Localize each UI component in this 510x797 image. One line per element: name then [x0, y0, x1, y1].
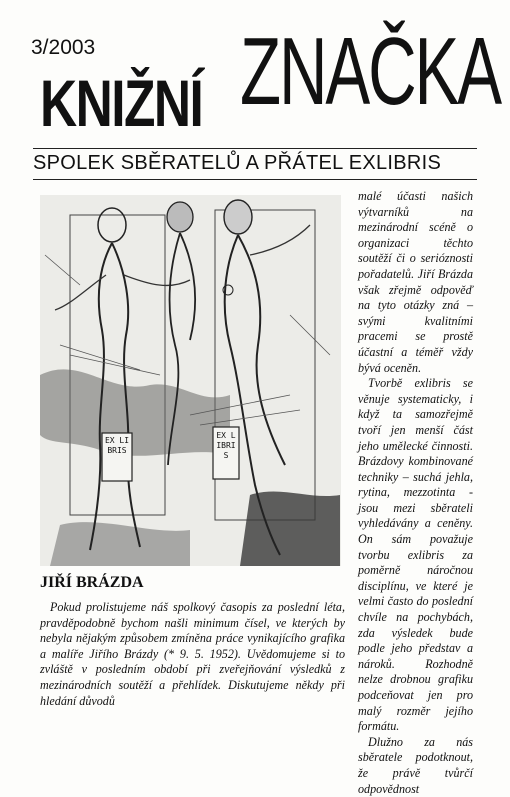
- body-paragraph: Pokud prolistujeme náš spolkový časopis za poslední léta, pravděpodobně bychom našli minimum čísel, ve kterých by nebyla nějakým způsobem zmíněna práce vynikajícího grafika a malíře Jiřího Brázdy (* 9. 5. 1952). Uvědomujeme si to zvláště v posledním období při zveřejňování výsledků z mezinárodních soutěží a přehlídek. Diskutujeme někdy při hledání důvodů: [40, 600, 345, 708]
- body-paragraph: malé účasti našich výtvarníků na mezinárodní scéně o organizaci těchto soutěží či o serióznosti pořadatelů. Jiří Brázda však zřejmě odpověď na tyto otázky zná – svými kvalitními pracemi se prostě účastní a téměř vždy bývá oceněn.: [358, 189, 473, 375]
- issue-number: 3/2003: [31, 36, 96, 59]
- masthead-subtitle: SPOLEK SBĚRATELŮ A PŘÁTEL EXLIBRIS: [33, 152, 442, 174]
- masthead-title-right: ZNAČKA: [240, 18, 500, 125]
- exlibris-mark-right: EX LIBRIS: [216, 431, 236, 460]
- header-rule-bottom: [33, 179, 477, 180]
- body-paragraph: Tvorbě exlibris se věnuje systematicky, i když ta samozřejmě tvoří jen menší část jeho umělecké činnosti. Brázdovy kombinované techniky – suchá jehla, rytina, mezzotinta - jsou mezi sběrateli vyhledávány a ceněny. On sám považuje tvorbu exlibris za poměrně náročnou disciplínu, ve které je velmi často do poslední chvíle na pochybách, zda výsledek bude podle jeho představ a nároků. Rozhodně nelze drobnou grafiku podceňovat jen pro malý rozměr jejího formátu.: [358, 376, 473, 734]
- exlibris-mark-left: EX LIBRIS: [104, 436, 130, 455]
- article-body-right-column: [358, 189, 473, 797]
- article-headline: JIŘÍ BRÁZDA: [40, 574, 144, 591]
- body-paragraph: Dlužno za nás sběratele podotknout, že právě tvůrčí odpovědnost: [358, 734, 473, 796]
- header-rule-top: [33, 148, 477, 149]
- masthead-title-left: KNIŽNÍ: [40, 66, 203, 140]
- artwork-drawing: [40, 195, 341, 566]
- article-body-left: [40, 600, 345, 709]
- exlibris-artwork: [40, 195, 341, 566]
